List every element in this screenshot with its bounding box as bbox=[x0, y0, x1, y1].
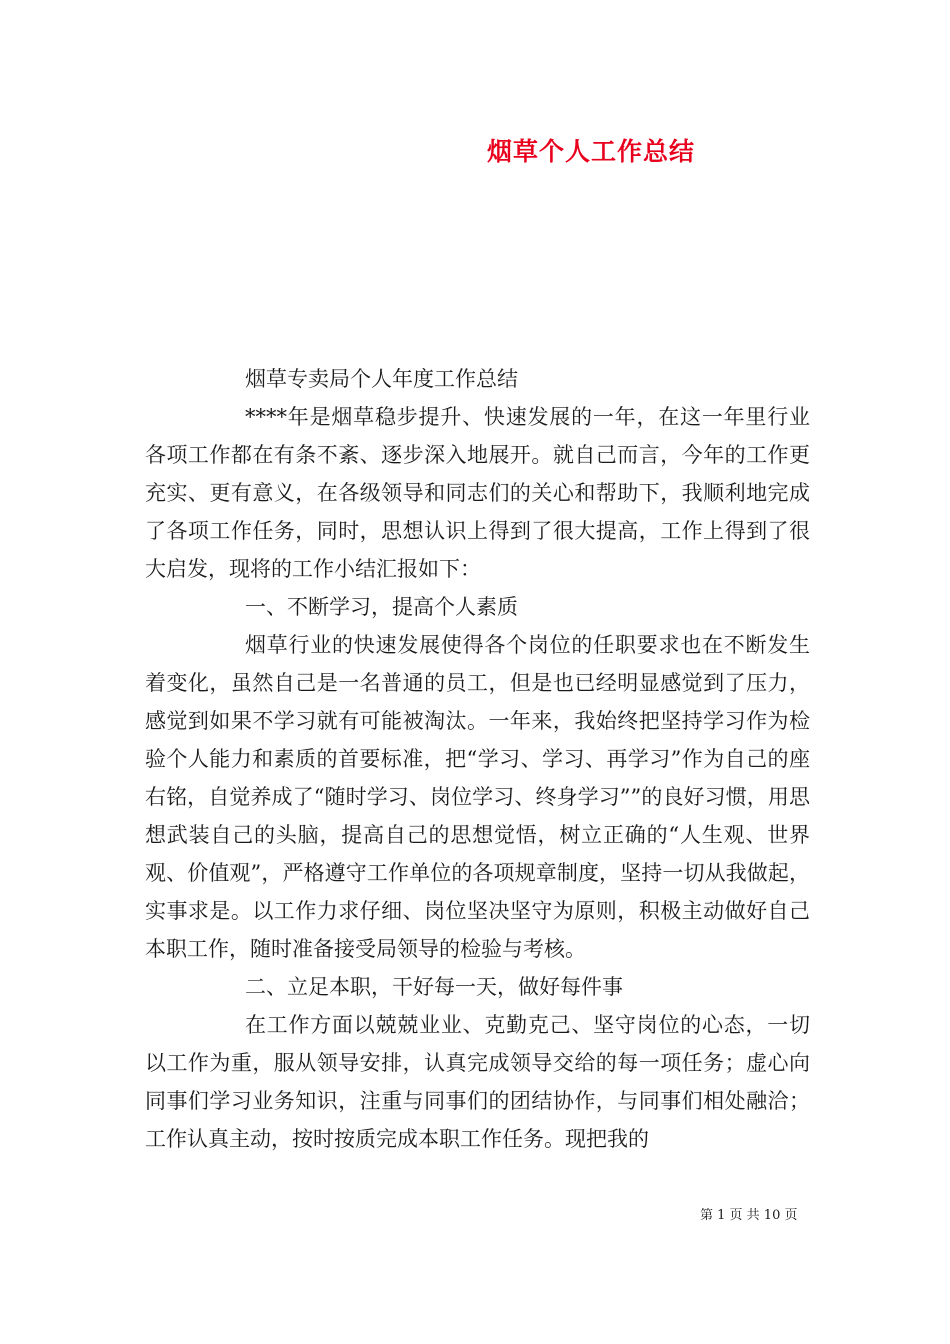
paragraph-section-1: 烟草行业的快速发展使得各个岗位的任职要求也在不断发生着变化，虽然自己是一名普通的员工，但是也已经明显感觉到了压力，感觉到如果不学习就有可能被淘汰。一年来，我始终把坚持学习作为检验个人能力和素质的首要标准，把“学习、学习、再学习”作为自己的座右铭，自觉养成了“随时学习、岗位学习、终身学习””的良好习惯，用思想武装自己的头脑，提高自己的思想觉悟，树立正确的“人生观、世界观、价值观”，严格遵守工作单位的各项规章制度，坚持一切从我做起，实事求是。以工作力求仔细、岗位坚决坚守为原则，积极主动做好自己本职工作，随时准备接受局领导的检验与考核。 bbox=[145, 633, 810, 961]
document-title: 烟草个人工作总结 bbox=[487, 137, 696, 166]
page-number-footer: 第 1 页 共 10 页 bbox=[700, 1208, 798, 1223]
document-body bbox=[145, 360, 810, 1158]
section-heading-2: 二、立足本职，干好每一天，做好每件事 bbox=[245, 975, 623, 999]
section-heading-1: 一、不断学习，提高个人素质 bbox=[245, 595, 518, 619]
title-area bbox=[0, 0, 950, 200]
paragraph-section-2: 在工作方面以兢兢业业、克勤克己、坚守岗位的心态，一切以工作为重，服从领导安排，认真完成领导交给的每一项任务；虚心向同事们学习业务知识，注重与同事们的团结协作，与同事们相处融洽；工作认真主动，按时按质完成本职工作任务。现把我的 bbox=[145, 1013, 810, 1151]
paragraph-subtitle: 烟草专卖局个人年度工作总结 bbox=[245, 367, 518, 391]
paragraph-intro: ****年是烟草稳步提升、快速发展的一年，在这一年里行业各项工作都在有条不紊、逐步深入地展开。就自己而言，今年的工作更充实、更有意义，在各级领导和同志们的关心和帮助下，我顺利地完成了各项工作任务，同时，思想认识上得到了很大提高，工作上得到了很大启发，现将的工作小结汇报如下： bbox=[145, 405, 810, 581]
